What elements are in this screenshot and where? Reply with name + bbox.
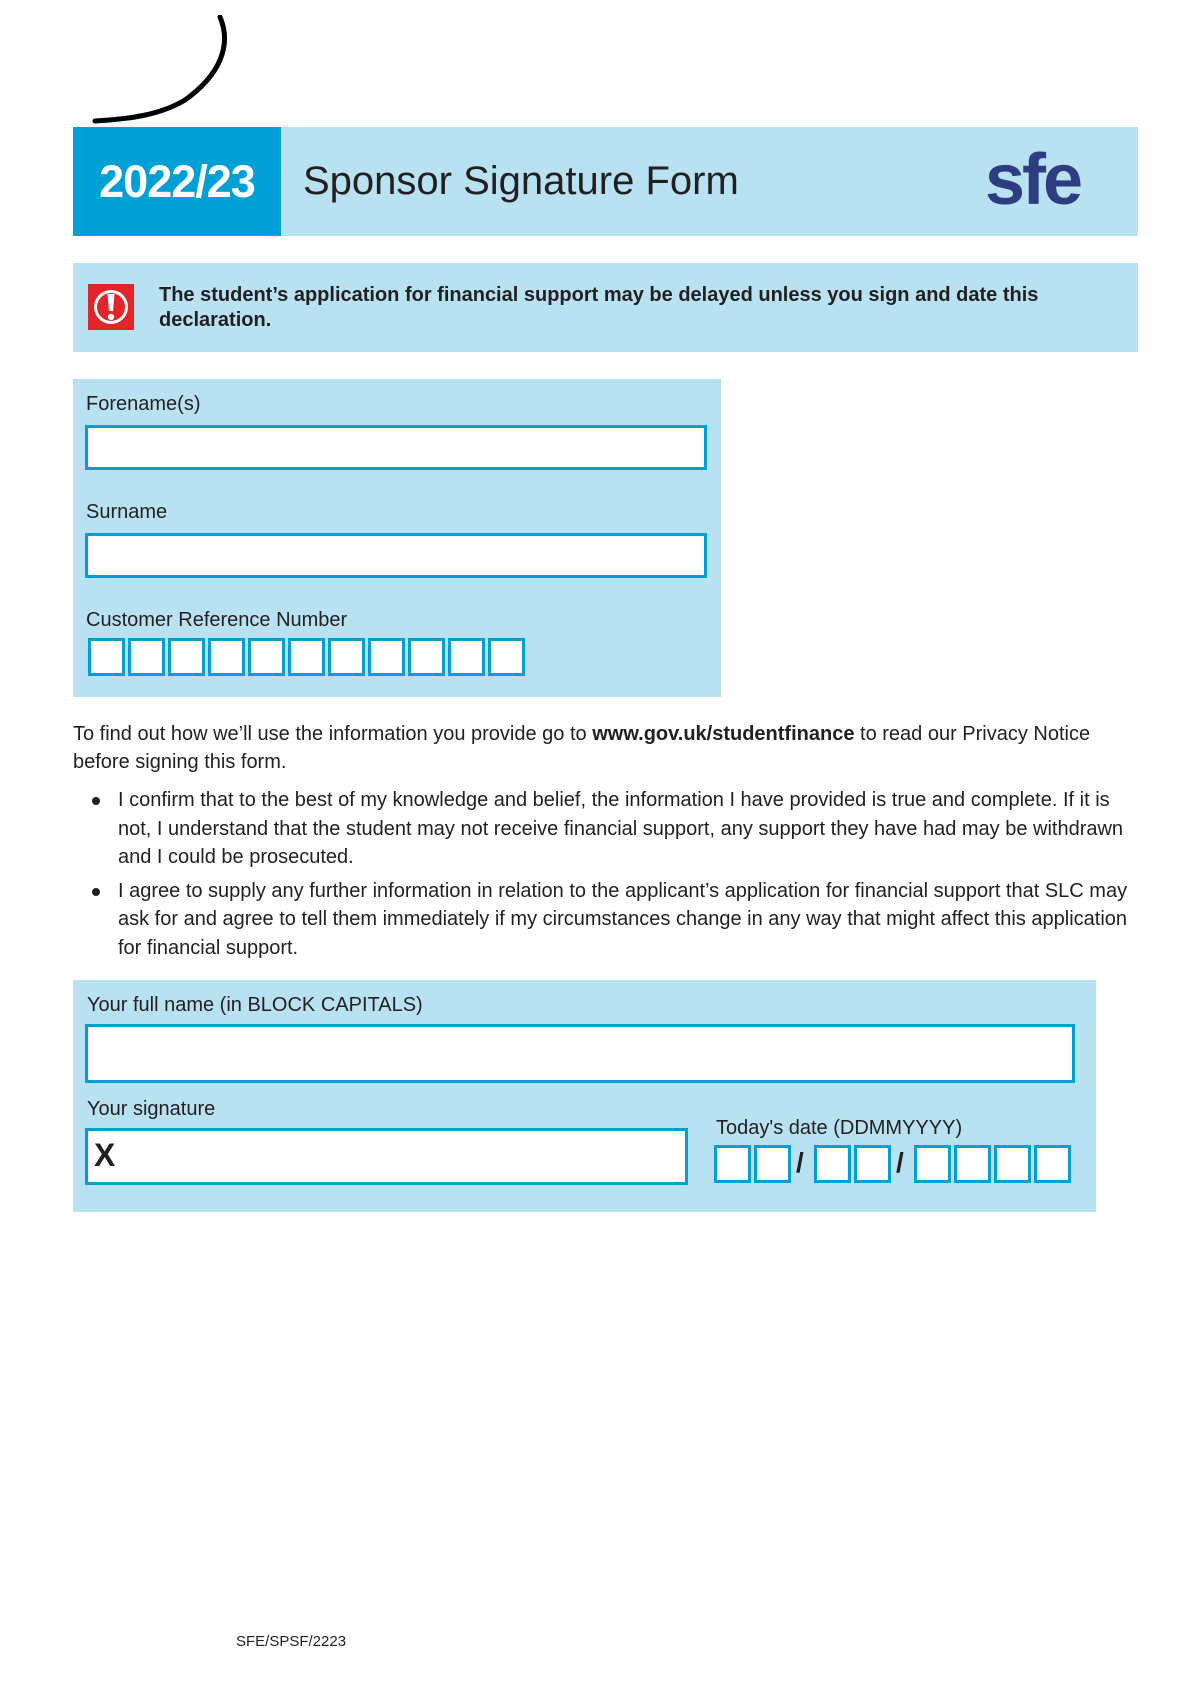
academic-year: 2022/23 (99, 156, 255, 207)
bullet-icon (92, 888, 100, 896)
declaration-item (73, 786, 1133, 872)
date-year-box[interactable] (914, 1145, 951, 1183)
declaration-text: I agree to supply any further information in relation to the applicant’s application for financial support that SLC may ask for and agree to tell them immediately if my circumstances change in any way that might affect this application for financial support. (118, 879, 1128, 959)
date-day-box[interactable] (714, 1145, 751, 1183)
declaration-text: I confirm that to the best of my knowledge and belief, the information I have provided is true and complete. If it is not, I understand that the student may not receive financial support, any support they have had may be withdrawn and I could be prosecuted. (118, 789, 1124, 868)
form-code: SFE/SPSF/2223 (236, 1633, 347, 1650)
date-year-box[interactable] (1034, 1145, 1071, 1183)
forename-input[interactable] (85, 425, 707, 470)
corner-pen-mark (90, 15, 230, 125)
crn-digit-box[interactable] (208, 638, 245, 676)
crn-digit-box[interactable] (368, 638, 405, 676)
signature-input[interactable] (85, 1128, 688, 1185)
full-name-label: Your full name (in BLOCK CAPITALS) (87, 994, 423, 1016)
crn-digit-box[interactable] (448, 638, 485, 676)
privacy-link[interactable]: www.gov.uk/studentfinance (592, 723, 855, 745)
bullet-icon (92, 797, 100, 805)
crn-digit-box[interactable] (488, 638, 525, 676)
privacy-notice (73, 720, 1133, 776)
date-separator: / (896, 1147, 904, 1178)
warning-text: The student’s application for financial support may be delayed unless you sign and date this declaration. (159, 284, 1039, 331)
forename-label: Forename(s) (86, 393, 201, 415)
privacy-text-after: to read our Privacy Notice before signing this form. (73, 723, 1091, 773)
sfe-logo: sfe (985, 140, 1081, 220)
crn-digit-box[interactable] (168, 638, 205, 676)
crn-digit-box[interactable] (288, 638, 325, 676)
date-separator: / (796, 1147, 804, 1178)
crn-input-group (88, 638, 533, 678)
crn-digit-box[interactable] (88, 638, 125, 676)
date-year-box[interactable] (994, 1145, 1031, 1183)
signature-label: Your signature (87, 1098, 216, 1120)
crn-label: Customer Reference Number (86, 609, 348, 631)
surname-input[interactable] (85, 533, 707, 578)
form-title: Sponsor Signature Form (303, 159, 739, 203)
declaration-item (73, 877, 1133, 963)
date-label: Today's date (DDMMYYYY) (716, 1117, 963, 1139)
date-month-box[interactable] (854, 1145, 891, 1183)
full-name-input[interactable] (85, 1024, 1075, 1083)
privacy-text-before: To find out how we’ll use the information you provide go to (73, 723, 593, 745)
exclamation-icon (87, 283, 135, 331)
crn-digit-box[interactable] (408, 638, 445, 676)
date-month-box[interactable] (814, 1145, 851, 1183)
date-day-box[interactable] (754, 1145, 791, 1183)
date-input-group (714, 1145, 1074, 1185)
signature-mark: X (94, 1137, 116, 1173)
crn-digit-box[interactable] (248, 638, 285, 676)
date-year-box[interactable] (954, 1145, 991, 1183)
crn-digit-box[interactable] (128, 638, 165, 676)
surname-label: Surname (86, 501, 168, 523)
declaration-list (73, 786, 1133, 967)
crn-digit-box[interactable] (328, 638, 365, 676)
